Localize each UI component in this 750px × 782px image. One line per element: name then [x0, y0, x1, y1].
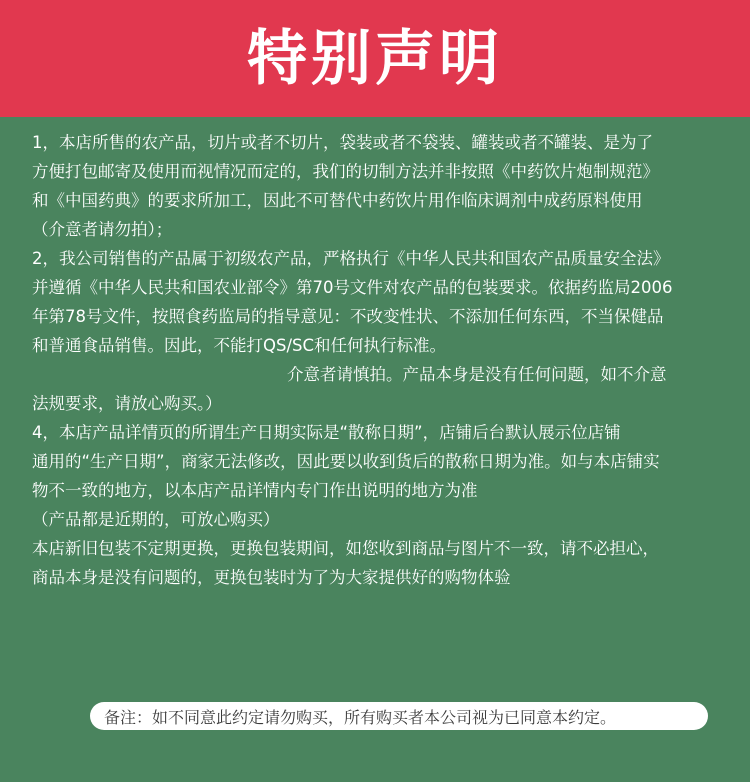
- statement-line: 4，本店产品详情页的所谓生产日期实际是“散称日期”，店铺后台默认展示位店铺: [32, 423, 621, 442]
- statement-line: 和普通食品销售。因此，不能打QS/SC和任何执行标准。: [32, 336, 447, 355]
- statement-line: 法规要求，请放心购买。）: [32, 394, 222, 413]
- statement-line: （产品都是近期的，可放心购买）: [32, 510, 280, 529]
- remark-note: [90, 702, 708, 730]
- remark-text: 备注：如不同意此约定请勿购买，所有购买者本公司视为已同意本约定。: [104, 707, 617, 727]
- statement-line: 1，本店所售的农产品，切片或者不切片，袋装或者不袋装、罐装或者不罐装、是为了: [32, 133, 653, 152]
- statement-line: 物不一致的地方，以本店产品详情内专门作出说明的地方为准: [32, 481, 478, 500]
- page-title: 特别声明: [247, 23, 503, 94]
- statement-line: 商品本身是没有问题的，更换包装时为了为大家提供好的购物体验: [32, 568, 511, 587]
- statement-line: 2，我公司销售的产品属于初级农产品，严格执行《中华人民共和国农产品质量安全法》: [32, 249, 670, 268]
- statement-line: 本店新旧包装不定期更换，更换包装期间，如您收到商品与图片不一致，请不必担心，: [32, 539, 659, 558]
- statement-line: 和《中国药典》的要求所加工，因此不可替代中药饮片用作临床调剂中成药原料使用: [32, 191, 643, 210]
- statement-line: （介意者请勿拍）；: [32, 220, 173, 239]
- statement-line: 介意者请慎拍。产品本身是没有任何问题，如不介意: [287, 365, 667, 384]
- header-banner: [0, 0, 750, 117]
- statement-line: 年第78号文件，按照食药监局的指导意见：不改变性状、不添加任何东西，不当保健品: [32, 307, 664, 326]
- statement-line: 并遵循《中华人民共和国农业部令》第70号文件对农产品的包装要求。依据药监局2006: [32, 278, 673, 297]
- statement-line: 通用的“生产日期”，商家无法修改，因此要以收到货后的散称日期为准。如与本店铺实: [32, 452, 660, 471]
- statement-line: 方便打包邮寄及使用而视情况而定的，我们的切制方法并非按照《中药饮片炮制规范》: [32, 162, 659, 181]
- statement-body: [32, 128, 738, 592]
